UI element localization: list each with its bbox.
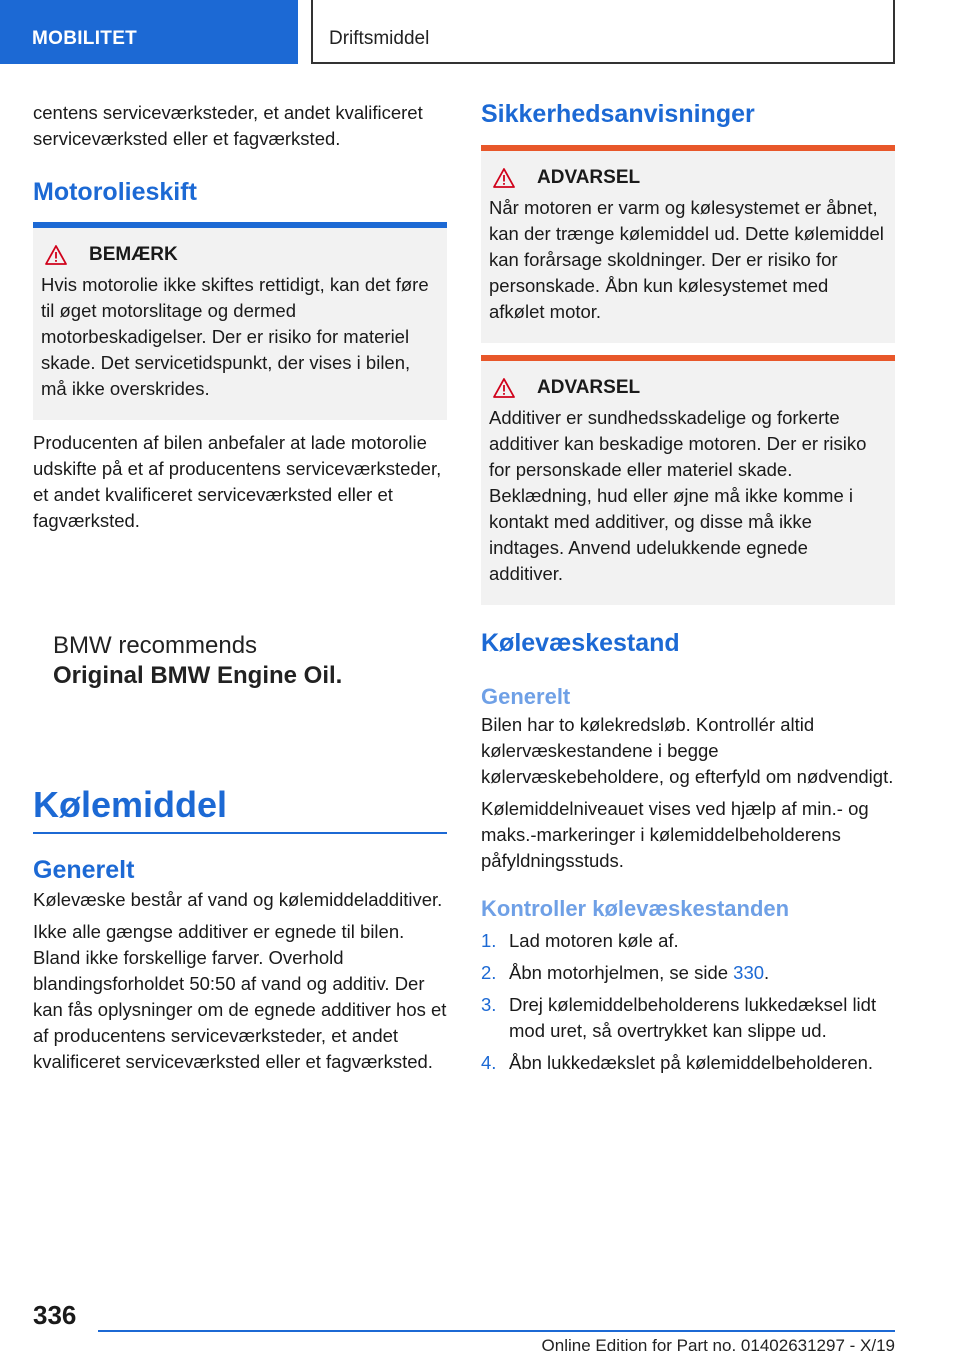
footer-edition: Online Edition for Part no. 01402631297 - X/19 (541, 1336, 895, 1355)
warning-text: Når motoren er varm og kølesystemet er åbnet, kan der trænge kølemiddel ud. Dette kølemiddel kan forårsage skoldninger. Der er risiko for personskade. Åbn kun kølesystemet med afkølet motor. (489, 197, 884, 322)
page-link[interactable]: 330 (733, 962, 765, 983)
oil-image-line1: BMW recommends (53, 632, 258, 659)
list-item: 3. Drej kølemiddelbeholderens lukkedæksel lidt mod uret, så overtrykket kan slippe ud. (481, 994, 877, 1041)
oil-recommendation-image (33, 574, 447, 804)
safety-heading: Sikkerhedsanvisninger (481, 100, 755, 128)
check-heading: Kontroller kølevæskestanden (481, 896, 790, 921)
warning-label: ADVARSEL (537, 377, 641, 398)
coolant-level-heading: Kølevæskestand (481, 629, 680, 657)
note-label: BEMÆRK (89, 244, 178, 265)
list-item: 1. Lad motoren køle af. (481, 930, 679, 951)
coolant-p2: Ikke alle gængse additiver er egnede til bilen. Bland ikke forskellige farver. Overhold blandingsforholdet 50:50 af vand og additiv. Der kan fås oplysninger om de egnede additiver hos et af producentens serviceværksteder, et andet kvalificeret serviceværksted eller et fagværksted. (33, 921, 447, 1072)
level-general-heading: Generelt (481, 684, 571, 709)
oil-change-heading: Motorolieskift (33, 178, 197, 206)
level-p2: Kølemiddelniveauet vises ved hjælp af min.- og maks.-markeringer i kølemiddelbeholderens påfyldningsstuds. (481, 798, 869, 871)
coolant-heading: Kølemiddel (33, 784, 228, 825)
level-p1: Bilen har to kølekredsløb. Kontrollér altid kølervæskestandene i begge kølervæskebeholdere, og efterfyld om nødvendigt. (481, 714, 894, 787)
warning-triangle-icon (45, 245, 67, 265)
right-column (481, 100, 895, 1082)
section-tab[interactable]: MOBILITET (0, 0, 298, 64)
coolant-general-heading: Generelt (33, 856, 135, 884)
warning-box (481, 361, 895, 605)
check-steps (481, 928, 895, 1076)
left-column (33, 100, 447, 1075)
list-item: 4. Åbn lukkedækslet på kølemiddelbeholderen. (481, 1052, 874, 1073)
warning-triangle-icon (493, 378, 515, 398)
warning-box (481, 151, 895, 343)
list-item: 2. Åbn motorhjelmen, se side 330. (481, 962, 770, 983)
note-box (33, 228, 447, 420)
warning-triangle-icon (493, 168, 515, 188)
warning-text: Additiver er sundhedsskadelige og forkerte additiver kan beskadige motoren. Der er risiko for personskade eller materiel skade. Beklædning, hud eller øjne må ikke komme i kontakt med additiver, og disse må ikke indtages. Anvend udelukkende egnede additiver. (489, 407, 867, 584)
page-number: 336 (33, 1300, 77, 1330)
oil-change-body: Producenten af bilen anbefaler at lade motorolie udskifte på et af producentens serviceværksteder, et andet kvalificeret serviceværksted eller et fagværksted. (33, 432, 442, 531)
intro-text: centens serviceværksteder, et andet kvalificeret serviceværksted eller et fagværksted. (33, 102, 423, 149)
warning-label: ADVARSEL (537, 167, 641, 188)
chapter-title: Driftsmiddel (311, 0, 895, 64)
coolant-p1: Kølevæske består af vand og kølemiddeladditiver. (33, 889, 443, 910)
oil-image-line2: Original BMW Engine Oil. (53, 662, 343, 689)
note-text: Hvis motorolie ikke skiftes rettidigt, kan det føre til øget motorslitage og dermed motorbeskadigelser. Der er risiko for materiel skade. Det servicetidspunkt, der vises i bilen, må ikke overskrides. (41, 274, 429, 399)
footer-rule (98, 1330, 895, 1332)
